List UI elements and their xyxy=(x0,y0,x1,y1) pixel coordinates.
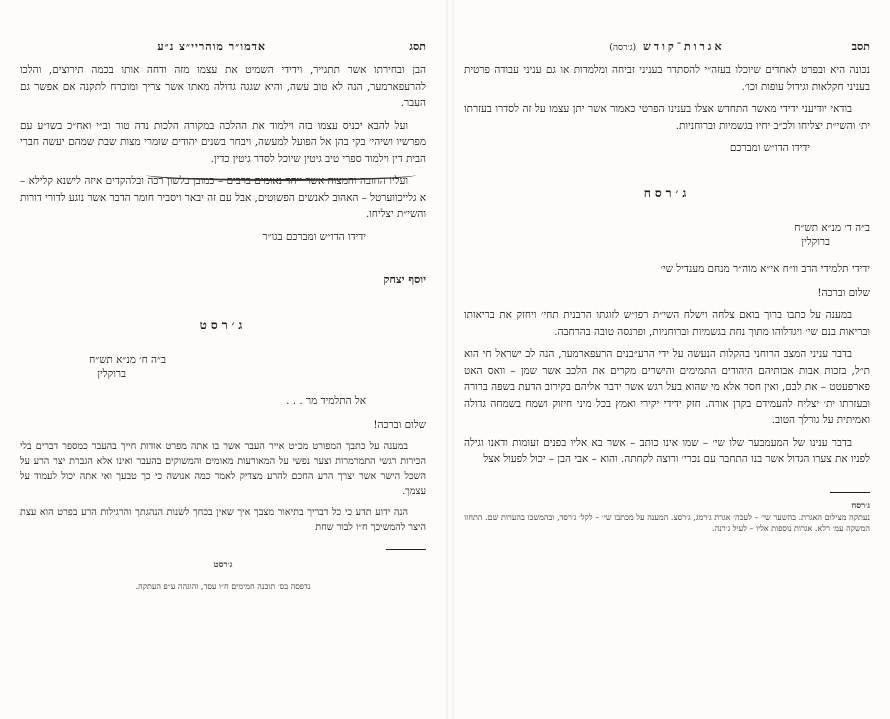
left-signoff: ידידו הדו״ש ומברכם בגו״ר xyxy=(262,230,366,243)
right-place: ברוקלין xyxy=(801,236,830,248)
left-letter-number: ג׳רסט xyxy=(199,317,247,332)
right-page-number: תסב xyxy=(851,40,870,53)
right-paragraph-2: בודאי יודיעני ידידי מאשר התחדש אצלו בענינו הפרטי כאמור אשר יתן עצמו על זה לסדרו בעזרתו ית׳ והשי״ת יצליחו ולכ״ב יחיו בגשמיות וברוחניות. xyxy=(464,103,870,132)
handwritten-underline xyxy=(146,169,416,181)
right-footnote-text: נעתקה מצילום האגרת. בהשער שי׳ – לעכה׳ אגרת ג׳רמג, ג׳רסצ. המענה על מכתבו שי׳ – לקל׳ ג׳רסד, ובהמשכו בהערות שם. התחזו המשקה עמ׳ רלא. אגרות נוספות אליו – לעיל ג׳רנה. xyxy=(464,512,870,533)
right-paragraph-1: נכונה היא ובפרט לאחדים שיוכלו בעזה״י להסתדר בעניני זביחה ומלמדות או גם עניני עבודה פרטית בעניני חקלאות וגידול עופות וכו׳. xyxy=(464,64,870,93)
right-body-1: במענה על כתבו ברוך בואם צלחה וישלח השי״ת רפו״ש לזוגתו הרבנית תחי׳ ויחזק את בריאותו ובריאות בנם שי׳ ויגדלוהו מתוך נחת בגשמיות וברוחניות, ופרנסה טובה בהרחבה. xyxy=(464,309,870,338)
left-page xyxy=(20,0,426,719)
left-page-number: תסג xyxy=(409,40,426,53)
right-page-header xyxy=(464,40,870,62)
right-addressee: ידידי תלמידי הרב וו״ח אי״א מוה״ר מנחם מענדיל שי׳ xyxy=(660,263,870,275)
right-running-subtitle: (ג׳רסה) xyxy=(609,43,637,53)
right-footnote-rule xyxy=(830,492,870,493)
left-paragraph-2: ועל להבא יכניס עצמו בזה וילמוד את ההלכה במקורה הלכות נדה טור וב״י ואח״כ בשו״ע עם מפרשיו ושיהי׳ בקי בהן אל הפועל למעשה, ויבחר בשנים יהודים שומרי מצות שבת שמהם יעשה חברי הבית דין וילמוד ספרי טיב גיטין שיוכל לסדר גיטין כדין. xyxy=(20,119,426,165)
right-greeting: שלום וברכה! xyxy=(817,287,870,299)
right-running-title xyxy=(464,40,870,53)
right-footnote-title: ג׳רסח xyxy=(851,500,870,511)
left-page-header xyxy=(20,40,426,62)
book-gutter xyxy=(446,0,454,719)
left-footnote-text: נדפסה בס׳ תוכנה חמימים ח״ו עסד, והוגהה ע״פ העתקה. xyxy=(135,581,311,591)
right-running-title-text: אגרות־קודש xyxy=(643,40,725,53)
left-footnote-rule xyxy=(386,549,426,550)
left-body-1: במענה על כתבך המפורט מכ״ט אייר העבר אשר בו אתה מפרט אודות חייך בהעבר כמספר דברים בלי הכירות רגשי התמרמרות וצער נפשי על המאורעות מאומים והמשוקים בהעבר ואינו אלא הגברת יצר הרע על השכל הישר אשר יצרך הרע החכם להרע מצדיק לאמר כמה אנושה כי כך טבעך ואי אתה יכול לעמוד על עצמך. xyxy=(20,440,426,497)
left-running-title: אדמו״ר מוהריי״צ נ״ע xyxy=(157,40,266,53)
right-footnote xyxy=(464,493,870,534)
right-letter-number: ג׳רסח xyxy=(643,186,691,200)
left-paragraph-3: ועליו החובה והמצוה אשר ייחד נאומים ברבים – כמובן בלשון רכה ובלהקדים איזה לישנא קלילא – א גלייכווערטל – האהוב לאנשים הפשוטים, אבל עם זה יבאר ויסביר חומר הדבר אשר נוגע לדורי דורות והשי״ת יצליחו. xyxy=(20,175,426,220)
left-dateline xyxy=(20,353,426,381)
left-paragraph-1: הבן ובחירתו אשר תתגייר, וידידי השמיט את עצמו מזה ודחה אותו בכמה תירוצים, והלכו להרעפארמער, הנה לא טוב עשה, והיא שגגה גדולה מאתו אשר צריך ומוכרח לתקנה אם אפשר גם העבר. xyxy=(20,64,426,109)
right-date: ב״ה ד׳ מנ״א תש״ח xyxy=(794,222,870,234)
right-body-2: בדבר עניני המצב הרוחני בהקלות הנעשה על ידי הרע״בנים הרעפארמער, הנה לב ישראל חי הוא ת״ל, בזכות אבות אבותיהם היהודים התמימים והישרים מקרים את הלכב אשר שמן – וואס האט פארפעטט – את לבם, ואין חסר אלא מי שהוא בעל רגש אשר ידבר אליהם בקירוב הדעת בשפה ברורה ובעזרתו ית׳ יצליח להעמידם בקרן אורה. חזק ידידי יקירי ואמץ בכל מיני חיזוק ושמח בשמחה גדולה ואמיתית על גורלך הטוב. xyxy=(464,348,870,426)
right-signoff: ידידו הדו״ש ומברכם xyxy=(729,142,810,154)
left-place: ברוקלין xyxy=(97,367,126,380)
right-body-3: בדבר ענינו של המעמבער שלו שי׳ – שמו אינו כותב – אשר בא אליו בפנים זעומות ודאנו וגילה לפניו את צערו הגדול אשר בנו התחבר עם נכרי׳ ורוצה לקחתה. והוא – אבי הבן – יכול לפעול אצל xyxy=(464,436,870,465)
right-dateline xyxy=(464,221,870,249)
left-body-2: הנה ידוע תדע כי כל דבריך בתיאור מצבך איך שאין בכחך לשנות הנהגתך והרגילות הרע בפרט הוא עצת היצר להמשיכך ח״ו לבור שחת xyxy=(20,506,426,533)
left-footnote xyxy=(20,560,426,592)
left-addressee: אל התלמיד מר . . . xyxy=(286,394,366,407)
left-greeting: שלום וברכה! xyxy=(373,418,426,431)
right-page xyxy=(464,0,870,719)
left-footnote-title: ג׳רסט xyxy=(213,559,233,570)
left-date: ב״ה ח׳ מנ״א תש״ח xyxy=(89,353,166,366)
left-signature: יוסף יצחק xyxy=(383,272,426,286)
